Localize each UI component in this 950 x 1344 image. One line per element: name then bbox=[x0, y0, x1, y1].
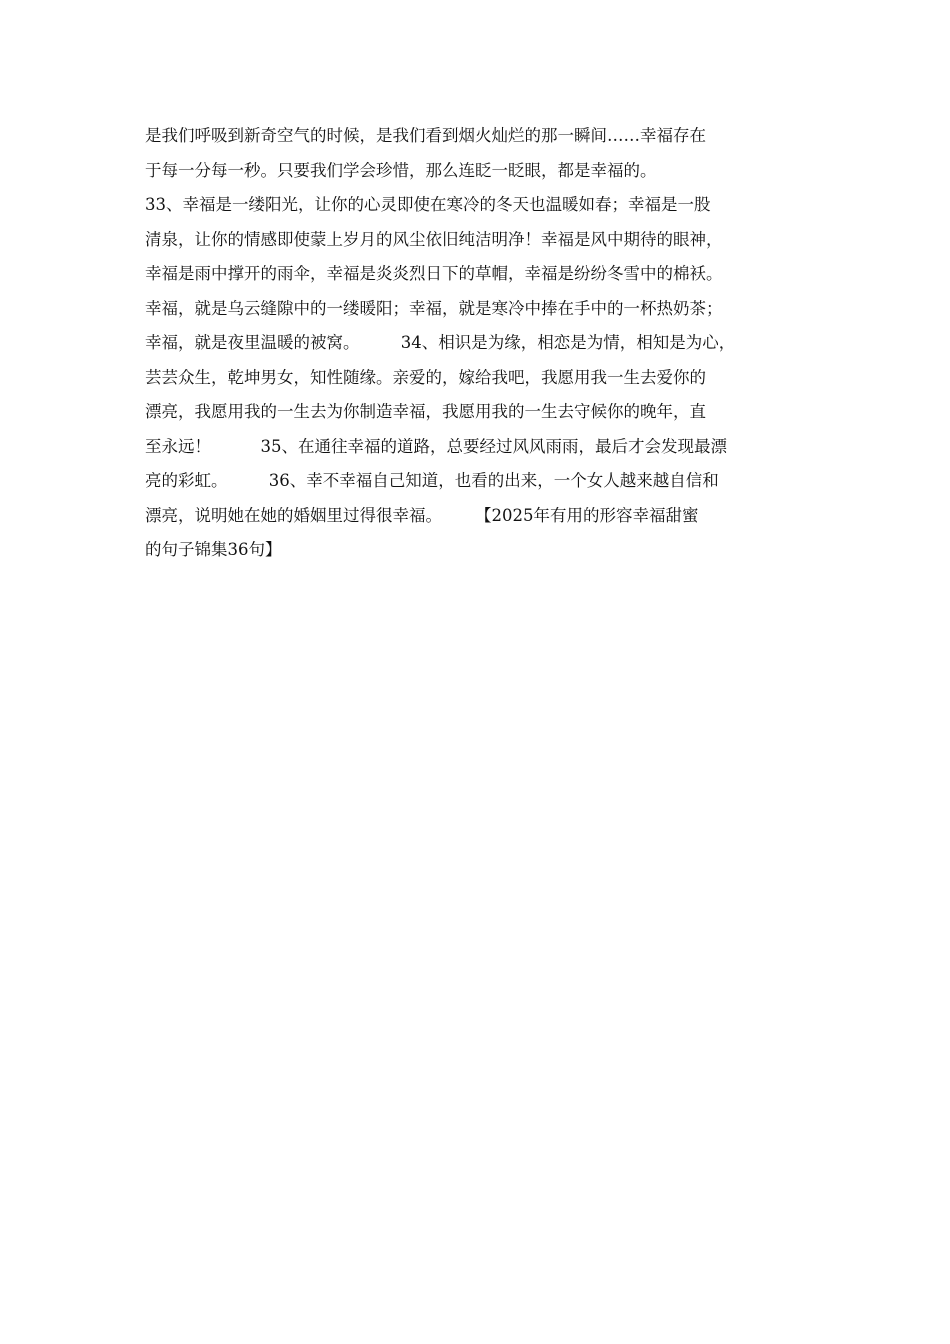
text-line: 幸福是雨中撑开的雨伞，幸福是炎炎烈日下的草帽，幸福是纷纷冬雪中的棉袄。 bbox=[145, 264, 723, 283]
text-line: 33、幸福是一缕阳光，让你的心灵即使在寒冷的冬天也温暖如春；幸福是一股 bbox=[145, 195, 711, 214]
text-line: 清泉，让你的情感即使蒙上岁月的风尘依旧纯洁明净！幸福是风中期待的眼神， bbox=[145, 229, 723, 249]
text-line: 幸福，就是乌云缝隙中的一缕暖阳；幸福，就是寒冷中捧在手中的一杯热奶茶； bbox=[145, 298, 723, 318]
body-text bbox=[145, 119, 815, 568]
text-line: 漂亮，我愿用我的一生去为你制造幸福，我愿用我的一生去守候你的晚年，直 bbox=[145, 402, 706, 421]
text-line: 是我们呼吸到新奇空气的时候，是我们看到烟火灿烂的那一瞬间……幸福存在 bbox=[145, 126, 706, 145]
text-line: 芸芸众生，乾坤男女，知性随缘。亲爱的，嫁给我吧，我愿用我一生去爱你的 bbox=[145, 367, 706, 387]
text-line: 于每一分每一秒。只要我们学会珍惜，那么连眨一眨眼，都是幸福的。 bbox=[145, 160, 657, 180]
text-line: 至永远！ 35、在通往幸福的道路，总要经过风风雨雨，最后才会发现最漂 bbox=[145, 436, 727, 456]
text-line: 幸福，就是夜里温暖的被窝。 34、相识是为缘，相恋是为情，相知是为心， bbox=[145, 333, 736, 352]
text-line: 的句子锦集36句】 bbox=[145, 540, 282, 559]
text-line: 亮的彩虹。 36、幸不幸福自己知道，也看的出来，一个女人越来越自信和 bbox=[145, 471, 719, 490]
text-line: 漂亮，说明她在她的婚姻里过得很幸福。 【2025年有用的形容幸福甜蜜 bbox=[145, 505, 699, 525]
